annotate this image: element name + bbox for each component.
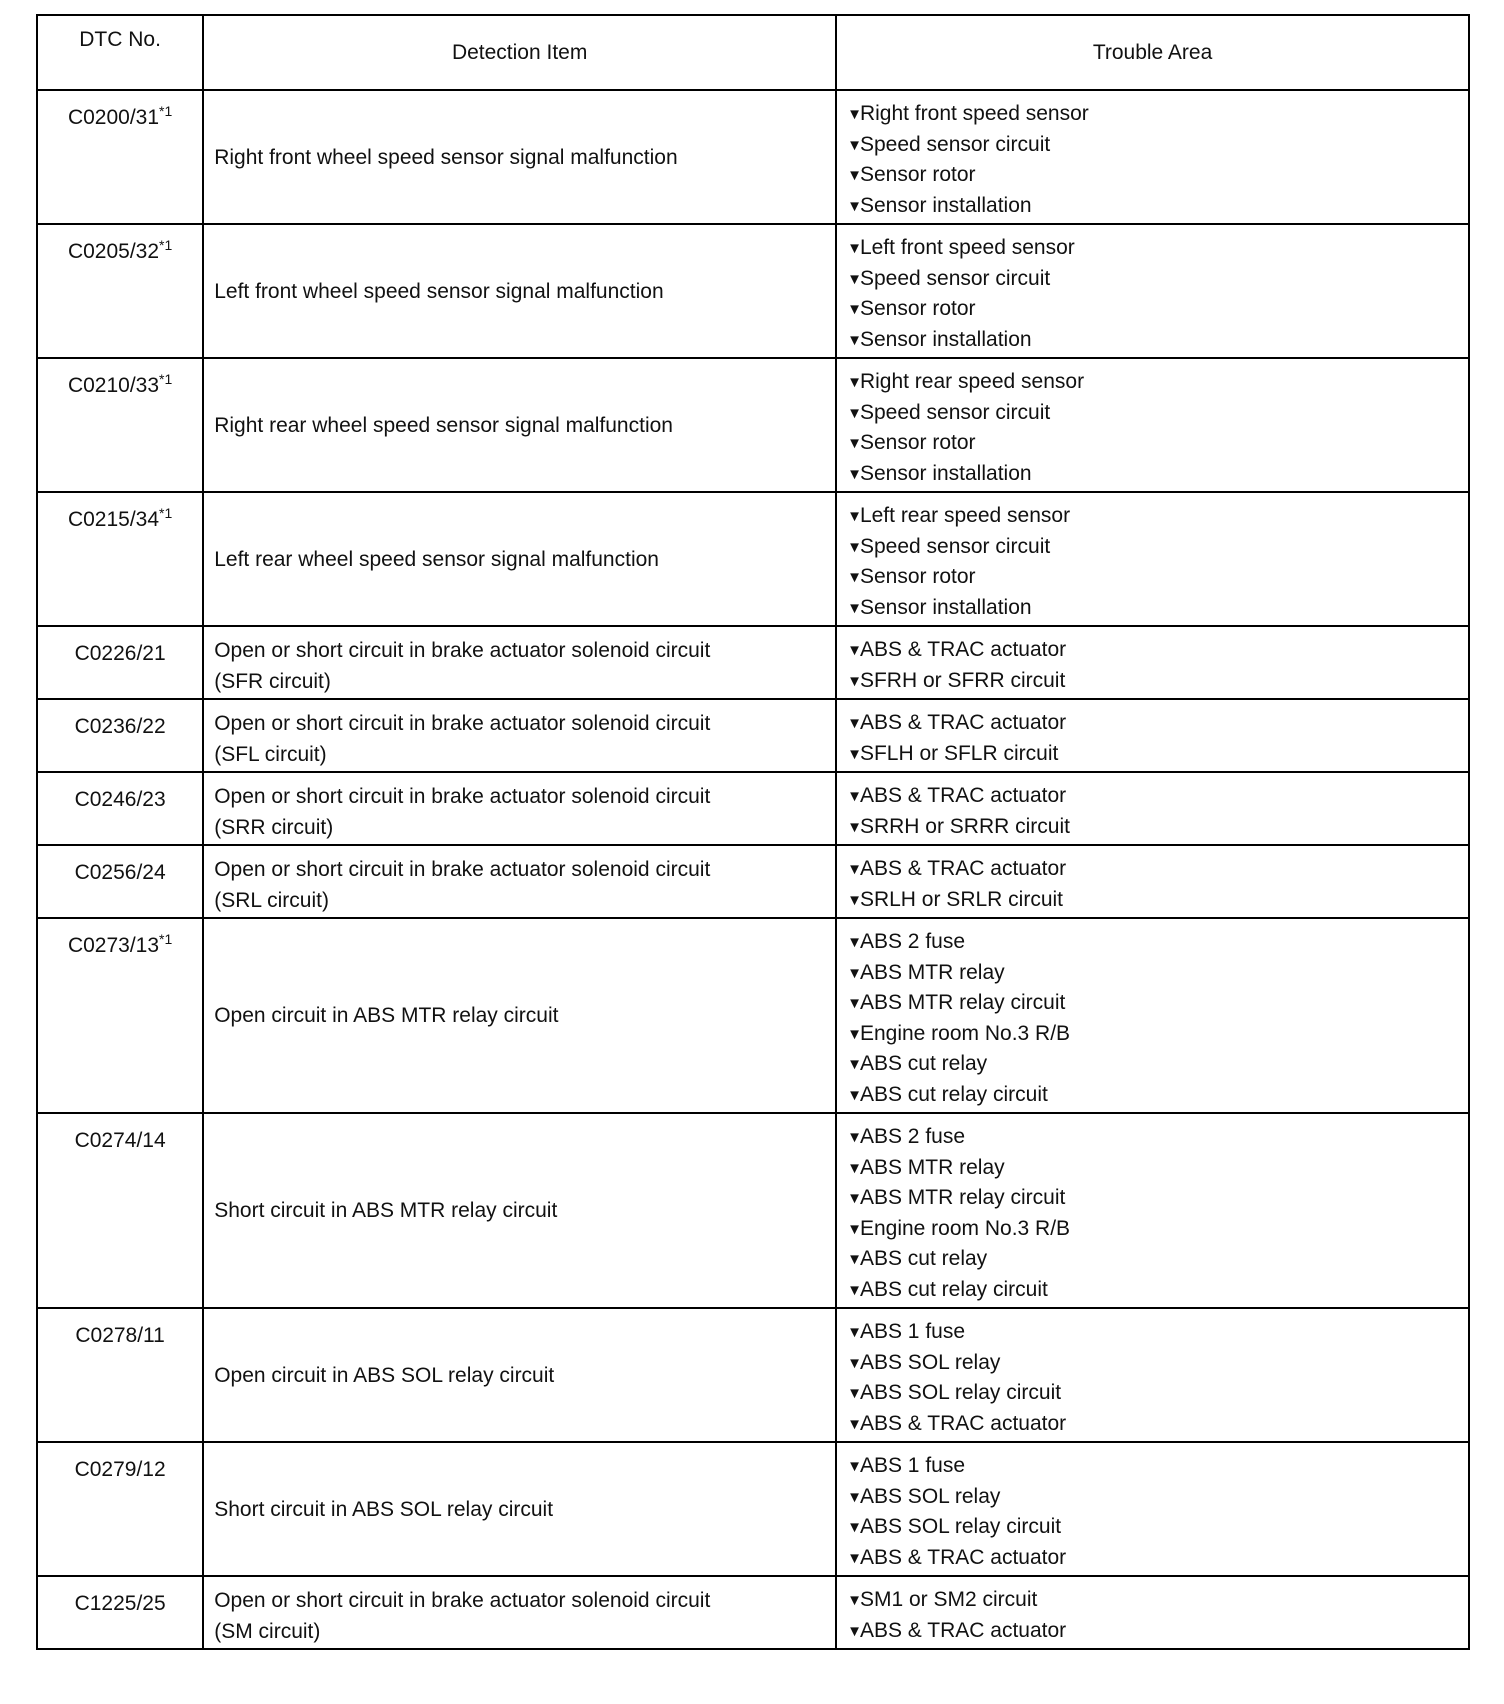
table-row bbox=[37, 90, 1469, 224]
trouble-area-text: Speed sensor circuit bbox=[859, 266, 1051, 290]
detection-item-text: (SM circuit) bbox=[214, 1620, 321, 1643]
trouble-area-text: Engine room No.3 R/B bbox=[859, 1216, 1071, 1240]
detection-item-text: Open or short circuit in brake actuator solenoid circuit bbox=[214, 639, 711, 662]
trouble-area-text: ABS & TRAC actuator bbox=[859, 784, 1067, 807]
trouble-area-text: Sensor rotor bbox=[859, 565, 976, 588]
triangle-bullet-icon: ▼ bbox=[847, 1190, 862, 1207]
dtc-code: C0226/21 bbox=[74, 642, 166, 665]
trouble-area-text: Right front speed sensor bbox=[859, 102, 1089, 125]
detection-item-cell bbox=[203, 772, 836, 845]
trouble-area-text: ABS & TRAC actuator bbox=[859, 1545, 1067, 1569]
trouble-area-list bbox=[847, 1585, 1468, 1646]
trouble-area-text: ABS cut relay bbox=[859, 1052, 988, 1075]
trouble-area-text: ABS cut relay circuit bbox=[859, 1277, 1048, 1301]
trouble-area-cell bbox=[836, 358, 1469, 492]
trouble-area-cell bbox=[836, 845, 1469, 918]
dtc-code-cell bbox=[37, 1308, 203, 1442]
dtc-code-cell bbox=[37, 772, 203, 845]
triangle-bullet-icon: ▼ bbox=[847, 788, 862, 805]
table-row bbox=[37, 1576, 1469, 1649]
trouble-area-cell bbox=[836, 772, 1469, 845]
list-item bbox=[847, 1183, 1468, 1214]
list-item bbox=[847, 191, 1468, 222]
table-row bbox=[37, 626, 1469, 699]
triangle-bullet-icon: ▼ bbox=[847, 167, 862, 184]
triangle-bullet-icon: ▼ bbox=[847, 1519, 862, 1536]
trouble-area-text: Sensor installation bbox=[859, 327, 1032, 351]
list-item bbox=[847, 1585, 1468, 1616]
triangle-bullet-icon: ▼ bbox=[847, 569, 862, 586]
trouble-area-text: ABS SOL relay bbox=[859, 1350, 1001, 1374]
detection-item-text: Open circuit in ABS MTR relay circuit bbox=[214, 1004, 559, 1027]
dtc-table bbox=[36, 14, 1470, 1650]
list-item bbox=[847, 885, 1468, 916]
footnote-marker: *1 bbox=[159, 103, 173, 119]
triangle-bullet-icon: ▼ bbox=[847, 1354, 862, 1372]
list-item bbox=[847, 562, 1468, 593]
detection-item-cell bbox=[203, 626, 836, 699]
triangle-bullet-icon: ▼ bbox=[847, 331, 862, 349]
trouble-area-text: ABS MTR relay bbox=[859, 960, 1005, 984]
detection-item-text: Open circuit in ABS SOL relay circuit bbox=[214, 1363, 555, 1387]
list-item bbox=[847, 854, 1468, 885]
detection-item-text: (SFR circuit) bbox=[214, 670, 331, 693]
list-item bbox=[847, 1317, 1468, 1348]
triangle-bullet-icon: ▼ bbox=[847, 270, 862, 288]
trouble-area-text: ABS MTR relay circuit bbox=[859, 1186, 1066, 1209]
detection-item-text: Open or short circuit in brake actuator solenoid circuit bbox=[214, 858, 711, 881]
trouble-area-text: ABS SOL relay circuit bbox=[859, 1515, 1062, 1538]
trouble-area-cell bbox=[836, 626, 1469, 699]
list-item bbox=[847, 1482, 1468, 1513]
list-item bbox=[847, 459, 1468, 490]
dtc-code-cell bbox=[37, 1442, 203, 1576]
detection-item-text: Left rear wheel speed sensor signal malfunction bbox=[214, 547, 659, 571]
trouble-area-list bbox=[847, 854, 1468, 915]
triangle-bullet-icon: ▼ bbox=[847, 1251, 862, 1268]
dtc-code: C0273/13 bbox=[67, 934, 160, 957]
dtc-code: C0246/23 bbox=[74, 788, 166, 811]
triangle-bullet-icon: ▼ bbox=[847, 1458, 862, 1475]
list-item bbox=[847, 739, 1468, 770]
list-item bbox=[847, 130, 1468, 161]
trouble-area-list bbox=[847, 781, 1468, 842]
trouble-area-text: SFLH or SFLR circuit bbox=[859, 741, 1059, 765]
triangle-bullet-icon: ▼ bbox=[847, 818, 862, 836]
dtc-code: C0205/32 bbox=[67, 240, 160, 263]
trouble-area-cell bbox=[836, 1576, 1469, 1649]
trouble-area-text: Sensor rotor bbox=[859, 163, 976, 186]
detection-item-cell bbox=[203, 1442, 836, 1576]
header-detection-item: Detection Item bbox=[203, 15, 836, 90]
trouble-area-list bbox=[847, 501, 1468, 623]
trouble-area-list bbox=[847, 635, 1468, 696]
triangle-bullet-icon: ▼ bbox=[847, 1129, 862, 1146]
list-item bbox=[847, 367, 1468, 398]
triangle-bullet-icon: ▼ bbox=[847, 642, 862, 659]
trouble-area-text: ABS 2 fuse bbox=[859, 1125, 966, 1148]
trouble-area-cell bbox=[836, 90, 1469, 224]
triangle-bullet-icon: ▼ bbox=[847, 1385, 862, 1402]
table-row bbox=[37, 1308, 1469, 1442]
list-item bbox=[847, 1019, 1468, 1050]
list-item bbox=[847, 398, 1468, 429]
list-item bbox=[847, 1049, 1468, 1080]
list-item bbox=[847, 233, 1468, 264]
triangle-bullet-icon: ▼ bbox=[847, 995, 862, 1012]
triangle-bullet-icon: ▼ bbox=[847, 1592, 862, 1609]
triangle-bullet-icon: ▼ bbox=[847, 508, 862, 525]
dtc-code-cell bbox=[37, 626, 203, 699]
table-body bbox=[37, 90, 1469, 1649]
triangle-bullet-icon: ▼ bbox=[847, 599, 862, 617]
list-item bbox=[847, 325, 1468, 356]
table-row bbox=[37, 845, 1469, 918]
list-item bbox=[847, 1122, 1468, 1153]
list-item bbox=[847, 294, 1468, 325]
list-item bbox=[847, 99, 1468, 130]
list-item bbox=[847, 501, 1468, 532]
dtc-code-cell bbox=[37, 492, 203, 626]
triangle-bullet-icon: ▼ bbox=[847, 891, 862, 909]
list-item bbox=[847, 1451, 1468, 1482]
trouble-area-list bbox=[847, 99, 1468, 221]
trouble-area-text: ABS & TRAC actuator bbox=[859, 1618, 1067, 1642]
dtc-code: C0215/34 bbox=[67, 508, 160, 531]
triangle-bullet-icon: ▼ bbox=[847, 538, 862, 556]
trouble-area-text: SM1 or SM2 circuit bbox=[859, 1588, 1038, 1611]
detection-item-cell bbox=[203, 1576, 836, 1649]
list-item bbox=[847, 781, 1468, 812]
detection-item-text: (SRR circuit) bbox=[214, 816, 334, 839]
trouble-area-text: ABS MTR relay bbox=[859, 1155, 1005, 1179]
triangle-bullet-icon: ▼ bbox=[847, 934, 862, 951]
dtc-code: C0279/12 bbox=[74, 1458, 166, 1481]
header-row bbox=[37, 15, 1469, 90]
detection-item-text: Right front wheel speed sensor signal malfunction bbox=[214, 145, 678, 169]
triangle-bullet-icon: ▼ bbox=[847, 861, 862, 878]
triangle-bullet-icon: ▼ bbox=[847, 1159, 862, 1177]
detection-item-cell bbox=[203, 699, 836, 772]
dtc-code: C0236/22 bbox=[74, 715, 166, 738]
footnote-marker: *1 bbox=[159, 505, 173, 521]
footnote-marker: *1 bbox=[159, 931, 173, 947]
list-item bbox=[847, 635, 1468, 666]
trouble-area-text: SRRH or SRRR circuit bbox=[859, 814, 1070, 838]
dtc-code-cell bbox=[37, 90, 203, 224]
triangle-bullet-icon: ▼ bbox=[847, 136, 862, 154]
list-item bbox=[847, 1275, 1468, 1306]
trouble-area-text: ABS SOL relay circuit bbox=[859, 1381, 1062, 1404]
trouble-area-text: ABS cut relay circuit bbox=[859, 1082, 1048, 1106]
table-row bbox=[37, 918, 1469, 1113]
table-row bbox=[37, 492, 1469, 626]
dtc-code-cell bbox=[37, 845, 203, 918]
triangle-bullet-icon: ▼ bbox=[847, 301, 862, 318]
detection-item-cell bbox=[203, 1308, 836, 1442]
trouble-area-list bbox=[847, 927, 1468, 1110]
footnote-marker: *1 bbox=[159, 371, 173, 387]
detection-item-cell bbox=[203, 845, 836, 918]
trouble-area-cell bbox=[836, 1442, 1469, 1576]
triangle-bullet-icon: ▼ bbox=[847, 240, 862, 257]
list-item bbox=[847, 593, 1468, 624]
trouble-area-text: ABS 1 fuse bbox=[859, 1320, 966, 1343]
trouble-area-text: Right rear speed sensor bbox=[859, 370, 1085, 393]
triangle-bullet-icon: ▼ bbox=[847, 1220, 862, 1238]
triangle-bullet-icon: ▼ bbox=[847, 404, 862, 422]
triangle-bullet-icon: ▼ bbox=[847, 465, 862, 483]
detection-item-cell bbox=[203, 1113, 836, 1308]
detection-item-text: Left front wheel speed sensor signal malfunction bbox=[214, 279, 664, 303]
triangle-bullet-icon: ▼ bbox=[847, 1488, 862, 1506]
detection-item-text: (SFL circuit) bbox=[214, 743, 327, 766]
trouble-area-list bbox=[847, 233, 1468, 355]
list-item bbox=[847, 264, 1468, 295]
triangle-bullet-icon: ▼ bbox=[847, 106, 862, 123]
trouble-area-text: Left front speed sensor bbox=[859, 236, 1075, 259]
list-item bbox=[847, 958, 1468, 989]
trouble-area-text: ABS & TRAC actuator bbox=[859, 638, 1067, 661]
dtc-code: C0278/11 bbox=[75, 1324, 165, 1347]
trouble-area-list bbox=[847, 1122, 1468, 1305]
list-item bbox=[847, 1378, 1468, 1409]
trouble-area-text: Sensor installation bbox=[859, 461, 1032, 485]
trouble-area-list bbox=[847, 1451, 1468, 1573]
triangle-bullet-icon: ▼ bbox=[847, 197, 862, 215]
trouble-area-text: Left rear speed sensor bbox=[859, 504, 1071, 527]
trouble-area-cell bbox=[836, 224, 1469, 358]
detection-item-cell bbox=[203, 224, 836, 358]
trouble-area-text: Engine room No.3 R/B bbox=[859, 1021, 1071, 1045]
dtc-code: C0274/14 bbox=[74, 1129, 166, 1152]
table-row bbox=[37, 358, 1469, 492]
trouble-area-cell bbox=[836, 699, 1469, 772]
triangle-bullet-icon: ▼ bbox=[847, 715, 862, 732]
triangle-bullet-icon: ▼ bbox=[847, 435, 862, 452]
list-item bbox=[847, 160, 1468, 191]
triangle-bullet-icon: ▼ bbox=[847, 964, 862, 982]
dtc-code-cell bbox=[37, 358, 203, 492]
list-item bbox=[847, 1348, 1468, 1379]
dtc-code: C0200/31 bbox=[67, 106, 160, 129]
detection-item-text: Right rear wheel speed sensor signal malfunction bbox=[214, 413, 673, 437]
trouble-area-text: SFRH or SFRR circuit bbox=[859, 668, 1066, 692]
trouble-area-text: Speed sensor circuit bbox=[859, 400, 1051, 424]
triangle-bullet-icon: ▼ bbox=[847, 1281, 862, 1299]
trouble-area-text: ABS 1 fuse bbox=[859, 1454, 966, 1477]
trouble-area-cell bbox=[836, 1308, 1469, 1442]
trouble-area-text: Sensor installation bbox=[859, 193, 1032, 217]
trouble-area-text: ABS & TRAC actuator bbox=[859, 1411, 1067, 1435]
list-item bbox=[847, 1409, 1468, 1440]
dtc-code-cell bbox=[37, 1113, 203, 1308]
triangle-bullet-icon: ▼ bbox=[847, 672, 862, 690]
trouble-area-text: Sensor rotor bbox=[859, 431, 976, 454]
triangle-bullet-icon: ▼ bbox=[847, 1025, 862, 1043]
list-item bbox=[847, 1214, 1468, 1245]
trouble-area-text: Speed sensor circuit bbox=[859, 132, 1051, 156]
triangle-bullet-icon: ▼ bbox=[847, 1056, 862, 1073]
table-row bbox=[37, 699, 1469, 772]
detection-item-cell bbox=[203, 90, 836, 224]
trouble-area-cell bbox=[836, 918, 1469, 1113]
detection-item-cell bbox=[203, 358, 836, 492]
detection-item-text: Open or short circuit in brake actuator solenoid circuit bbox=[214, 712, 711, 735]
trouble-area-list bbox=[847, 708, 1468, 769]
triangle-bullet-icon: ▼ bbox=[847, 1324, 862, 1341]
triangle-bullet-icon: ▼ bbox=[847, 745, 862, 763]
list-item bbox=[847, 988, 1468, 1019]
list-item bbox=[847, 708, 1468, 739]
list-item bbox=[847, 812, 1468, 843]
table-row bbox=[37, 1442, 1469, 1576]
triangle-bullet-icon: ▼ bbox=[847, 374, 862, 391]
trouble-area-text: ABS & TRAC actuator bbox=[859, 711, 1067, 734]
trouble-area-text: ABS SOL relay bbox=[859, 1484, 1001, 1508]
triangle-bullet-icon: ▼ bbox=[847, 1549, 862, 1567]
detection-item-text: Short circuit in ABS MTR relay circuit bbox=[214, 1199, 558, 1222]
triangle-bullet-icon: ▼ bbox=[847, 1622, 862, 1640]
table-row bbox=[37, 224, 1469, 358]
list-item bbox=[847, 927, 1468, 958]
trouble-area-text: ABS MTR relay circuit bbox=[859, 991, 1066, 1014]
dtc-code: C0256/24 bbox=[74, 861, 166, 884]
trouble-area-cell bbox=[836, 1113, 1469, 1308]
header-trouble-area: Trouble Area bbox=[836, 15, 1469, 90]
dtc-code-cell bbox=[37, 224, 203, 358]
trouble-area-list bbox=[847, 1317, 1468, 1439]
dtc-code: C1225/25 bbox=[74, 1592, 166, 1615]
trouble-area-text: SRLH or SRLR circuit bbox=[859, 887, 1064, 911]
detection-item-text: Open or short circuit in brake actuator solenoid circuit bbox=[214, 1589, 711, 1612]
list-item bbox=[847, 1244, 1468, 1275]
detection-item-cell bbox=[203, 918, 836, 1113]
dtc-code-cell bbox=[37, 699, 203, 772]
detection-item-cell bbox=[203, 492, 836, 626]
trouble-area-text: ABS & TRAC actuator bbox=[859, 857, 1067, 880]
dtc-code-cell bbox=[37, 918, 203, 1113]
footnote-marker: *1 bbox=[159, 237, 173, 253]
dtc-code-cell bbox=[37, 1576, 203, 1649]
list-item bbox=[847, 532, 1468, 563]
trouble-area-cell bbox=[836, 492, 1469, 626]
detection-item-text: (SRL circuit) bbox=[214, 889, 329, 912]
triangle-bullet-icon: ▼ bbox=[847, 1086, 862, 1104]
list-item bbox=[847, 1543, 1468, 1574]
triangle-bullet-icon: ▼ bbox=[847, 1415, 862, 1433]
trouble-area-text: ABS cut relay bbox=[859, 1247, 988, 1270]
list-item bbox=[847, 666, 1468, 697]
list-item bbox=[847, 428, 1468, 459]
dtc-code: C0210/33 bbox=[67, 374, 160, 397]
list-item bbox=[847, 1080, 1468, 1111]
trouble-area-text: ABS 2 fuse bbox=[859, 930, 966, 953]
trouble-area-text: Speed sensor circuit bbox=[859, 534, 1051, 558]
detection-item-text: Open or short circuit in brake actuator solenoid circuit bbox=[214, 785, 711, 808]
trouble-area-list bbox=[847, 367, 1468, 489]
table-row bbox=[37, 772, 1469, 845]
list-item bbox=[847, 1616, 1468, 1647]
trouble-area-text: Sensor installation bbox=[859, 595, 1032, 619]
list-item bbox=[847, 1153, 1468, 1184]
trouble-area-text: Sensor rotor bbox=[859, 297, 976, 320]
list-item bbox=[847, 1512, 1468, 1543]
header-dtc-no: DTC No. bbox=[37, 15, 203, 90]
detection-item-text: Short circuit in ABS SOL relay circuit bbox=[214, 1497, 554, 1521]
table-row bbox=[37, 1113, 1469, 1308]
